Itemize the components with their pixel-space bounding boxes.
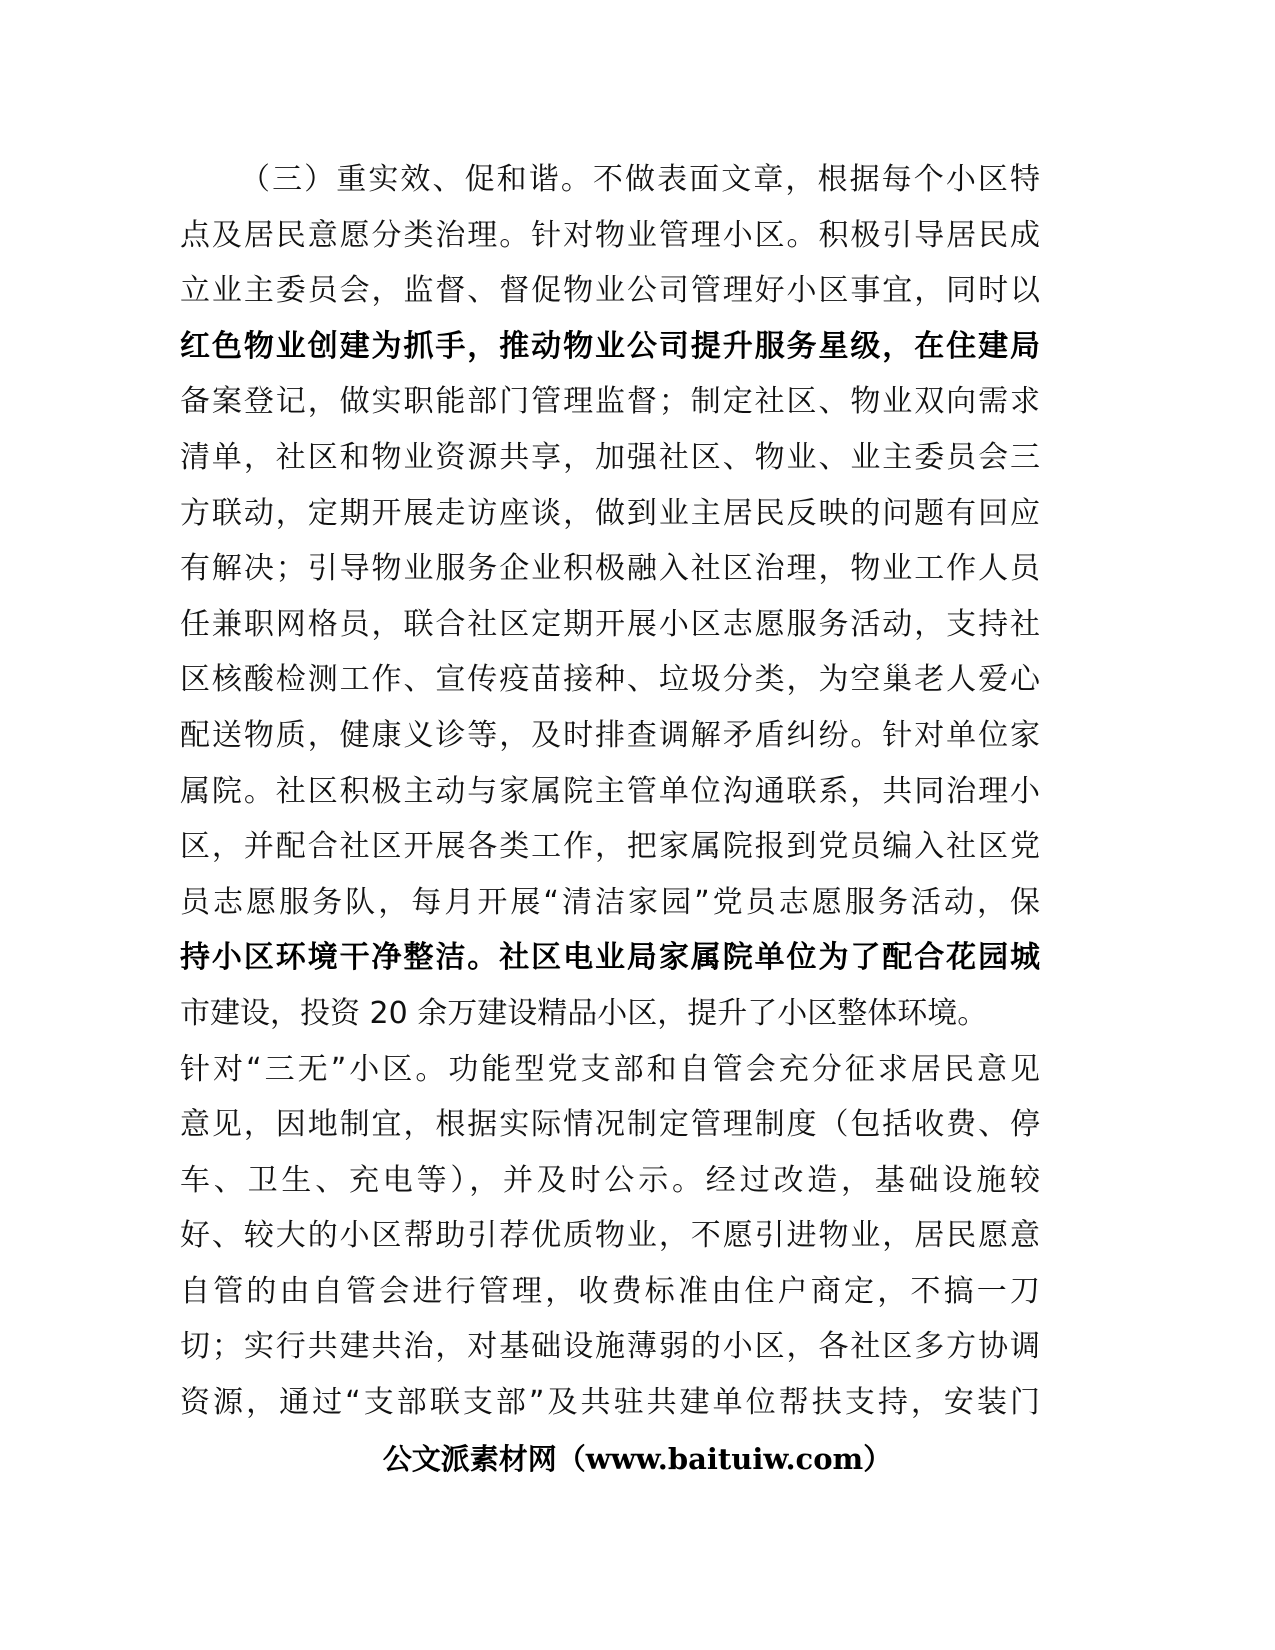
text-line: 资源，通过“支部联支部”及共驻共建单位帮扶支持，安装门 — [180, 1385, 1040, 1421]
text-line: 红色物业创建为抓手，推动物业公司提升服务星级，在住建局 — [180, 328, 1040, 364]
text-line: 好、较大的小区帮助引荐优质物业，不愿引进物业，居民愿意 — [180, 1218, 1040, 1254]
text-line: 有解决；引导物业服务企业积极融入社区治理，物业工作人员 — [180, 551, 1040, 587]
text-line: 自管的由自管会进行管理，收费标准由住户商定，不搞一刀 — [180, 1273, 1040, 1309]
text-line: 持小区环境干净整洁。社区电业局家属院单位为了配合花园城 — [180, 940, 1040, 976]
text-line: 点及居民意愿分类治理。针对物业管理小区。积极引导居民成 — [180, 217, 1040, 253]
body-paragraph — [180, 152, 1040, 1431]
text-line: 市建设，投资 20 余万建设精品小区，提升了小区整体环境。 — [180, 995, 988, 1031]
text-line: 清单，社区和物业资源共享，加强社区、物业、业主委员会三 — [180, 439, 1040, 475]
footer-watermark: 公文派素材网（www.baituiw.com） — [382, 1442, 893, 1476]
text-line: 车、卫生、充电等），并及时公示。经过改造，基础设施较 — [180, 1162, 1040, 1198]
text-line: 员志愿服务队，每月开展“清洁家园”党员志愿服务活动，保 — [180, 884, 1040, 920]
text-line: 属院。社区积极主动与家属院主管单位沟通联系，共同治理小 — [180, 773, 1040, 809]
text-line: 备案登记，做实职能部门管理监督；制定社区、物业双向需求 — [180, 384, 1040, 420]
text-line: 区，并配合社区开展各类工作，把家属院报到党员编入社区党 — [180, 829, 1040, 865]
text-line: 区核酸检测工作、宣传疫苗接种、垃圾分类，为空巢老人爱心 — [180, 662, 1040, 698]
text-line: 立业主委员会，监督、督促物业公司管理好小区事宜，同时以 — [180, 273, 1040, 309]
text-line: （三）重实效、促和谐。不做表面文章，根据每个小区特 — [240, 162, 1040, 197]
text-line: 任兼职网格员，联合社区定期开展小区志愿服务活动，支持社 — [180, 606, 1040, 642]
text-line: 针对“三无”小区。功能型党支部和自管会充分征求居民意见 — [180, 1051, 1040, 1087]
text-line: 意见，因地制宜，根据实际情况制定管理制度（包括收费、停 — [180, 1107, 1040, 1143]
text-line: 方联动，定期开展走访座谈，做到业主居民反映的问题有回应 — [180, 495, 1040, 531]
text-line: 配送物质，健康义诊等，及时排查调解矛盾纠纷。针对单位家 — [180, 717, 1040, 753]
text-line: 切；实行共建共治，对基础设施薄弱的小区，各社区多方协调 — [180, 1329, 1040, 1365]
